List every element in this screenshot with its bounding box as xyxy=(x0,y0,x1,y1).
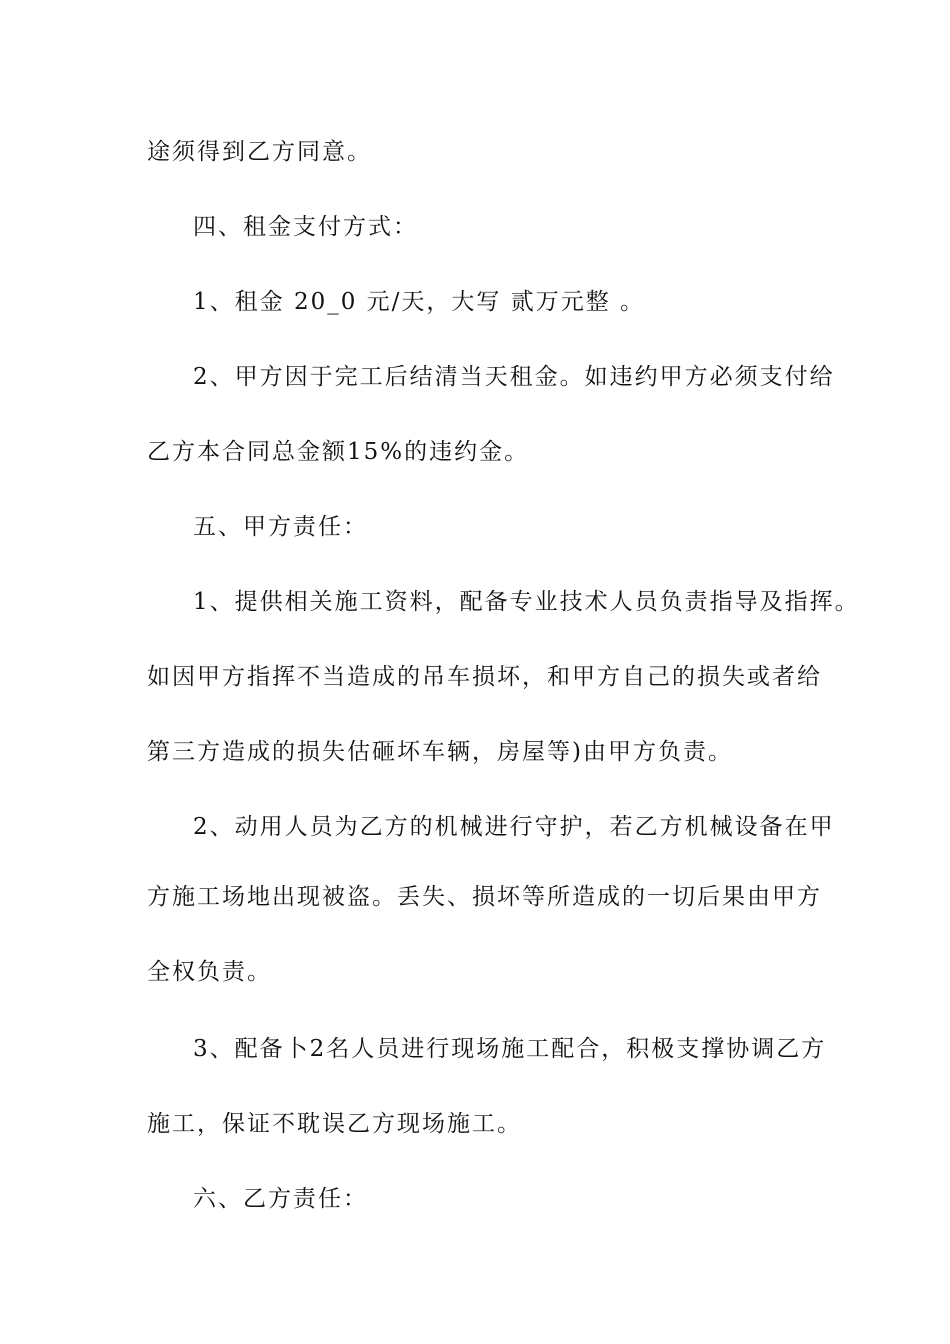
text-line: 1、租金 20_0 元/天，大写 贰万元整 。 xyxy=(193,289,646,315)
text-line: 第三方造成的损失估砸坏车辆，房屋等)由甲方负责。 xyxy=(147,739,733,765)
text-line: 乙方本合同总金额15%的违约金。 xyxy=(147,439,530,465)
text-line: 2、动用人员为乙方的机械进行守护，若乙方机械设备在甲 xyxy=(193,814,835,840)
text-line: 方施工场地出现被盗。丢失、损坏等所造成的一切后果由甲方 xyxy=(147,884,822,910)
text-line: 1、提供相关施工资料，配备专业技术人员负责指导及指挥。 xyxy=(193,589,860,615)
section-heading: 六、乙方责任： xyxy=(193,1186,368,1212)
text-line: 全权负责。 xyxy=(147,959,272,985)
section-heading: 四、租金支付方式： xyxy=(193,214,418,240)
text-line: 途须得到乙方同意。 xyxy=(147,139,372,165)
text-line: 2、甲方因于完工后结清当天租金。如违约甲方必须支付给 xyxy=(193,364,835,390)
text-line: 3、配备卜2名人员进行现场施工配合，积极支撑协调乙方 xyxy=(193,1036,827,1062)
text-line: 施工，保证不耽误乙方现场施工。 xyxy=(147,1111,522,1137)
section-heading: 五、甲方责任： xyxy=(193,514,368,540)
text-line: 如因甲方指挥不当造成的吊车损坏，和甲方自己的损失或者给 xyxy=(147,664,822,690)
